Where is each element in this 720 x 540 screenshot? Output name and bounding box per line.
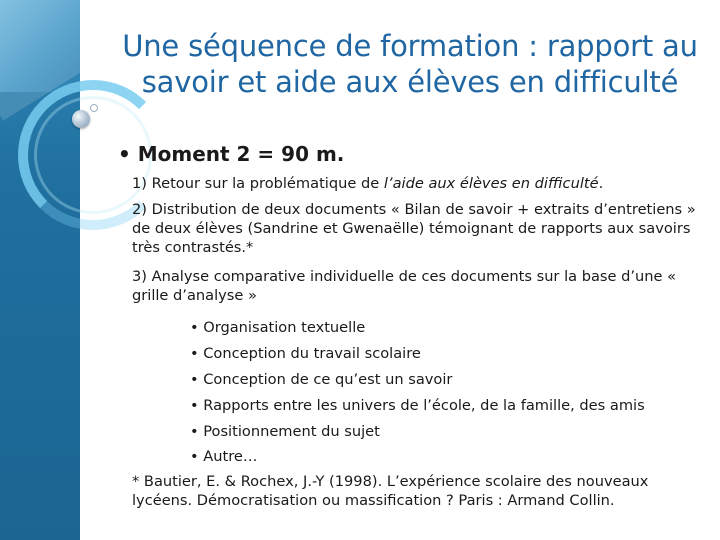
slide-title xyxy=(110,28,710,100)
step-2-paragraph: 2) Distribution de deux documents « Bilan de savoir + extraits d’entretiens » de deux élèves (Sandrine et Gwenaëlle) témoignant de rapports aux savoirs très contrastés.* xyxy=(132,201,696,256)
grid-item: • Organisation textuelle xyxy=(190,319,366,336)
step-1-suffix: . xyxy=(598,175,604,192)
decorative-orb-small xyxy=(90,104,98,112)
grid-item: • Conception de ce qu’est un savoir xyxy=(190,371,453,388)
grid-item: • Rapports entre les univers de l’école, de la famille, des amis xyxy=(190,397,645,414)
decorative-top-square xyxy=(0,0,80,92)
grid-item: • Autre… xyxy=(190,448,258,465)
moment-heading: • Moment 2 = 90 m. xyxy=(118,142,345,166)
step-3-paragraph: 3) Analyse comparative individuelle de ces documents sur la base d’une « grille d’analyse » xyxy=(132,268,677,304)
grid-item: • Positionnement du sujet xyxy=(190,423,380,440)
step-1-prefix: 1) Retour sur la problématique de xyxy=(132,175,384,192)
slide-title-line-1: Une séquence de formation : rapport au xyxy=(122,29,698,63)
decorative-orb xyxy=(72,110,90,128)
grid-item: • Conception du travail scolaire xyxy=(190,345,421,362)
step-1-italic: l’aide aux élèves en difficulté xyxy=(383,175,599,192)
decorative-left-band xyxy=(0,0,80,540)
slide-title-line-2: savoir et aide aux élèves en difficulté xyxy=(141,65,679,99)
step-1-paragraph xyxy=(132,174,712,193)
bibliographic-reference: * Bautier, E. & Rochex, J.-Y (1998). L’expérience scolaire des nouveaux lycéens. Démocratisation ou massification ? Paris : Armand Collin. xyxy=(132,473,649,509)
